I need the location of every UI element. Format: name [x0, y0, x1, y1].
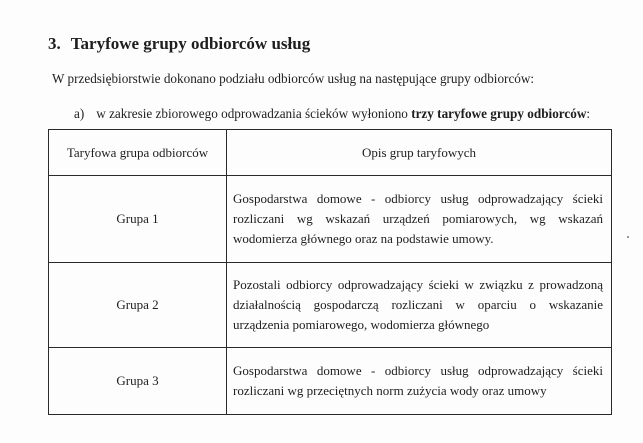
header-group: Taryfowa grupa odbiorców [49, 130, 227, 176]
intro-paragraph: W przedsiębiorstwie dokonano podziału odbiorców usług na następujące grupy odbiorców: [52, 71, 535, 86]
description-cell: Pozostali odbiorcy odprowadzający ścieki w związku z prowadzoną działalnością gospodarczą rozliczani w oparciu o wskazanie urządzenia pomiarowego, wodomierza głównego [227, 263, 612, 348]
scan-speck [627, 236, 629, 238]
list-item-a [74, 106, 590, 122]
group-cell: Grupa 2 [49, 263, 227, 348]
section-title: Taryfowe grupy odbiorców usług [70, 34, 311, 53]
list-marker: a) [74, 106, 85, 121]
list-item-punctuation: : [586, 106, 591, 121]
header-description: Opis grup taryfowych [227, 130, 612, 176]
table-row [49, 263, 612, 348]
table-row [49, 348, 612, 415]
table-header-row [49, 130, 612, 176]
list-item-bold-text: trzy taryfowe grupy odbiorców [411, 106, 587, 121]
list-item-text: w zakresie zbiorowego odprowadzania ścieków wyłoniono [96, 106, 408, 121]
group-cell: Grupa 1 [49, 176, 227, 263]
section-number: 3. [48, 34, 61, 53]
description-cell: Gospodarstwa domowe - odbiorcy usług odprowadzający ścieki rozliczani wg wskazań urządzeń pomiarowych, wg wskazań wodomierza głównego oraz na podstawie umowy. [227, 176, 612, 263]
group-cell: Grupa 3 [49, 348, 227, 415]
tariff-groups-table [48, 129, 612, 415]
section-heading [48, 34, 310, 54]
table-row [49, 176, 612, 263]
description-cell: Gospodarstwa domowe - odbiorcy usług odprowadzający ścieki rozliczani wg przeciętnych norm zużycia wody oraz umowy [227, 348, 612, 415]
